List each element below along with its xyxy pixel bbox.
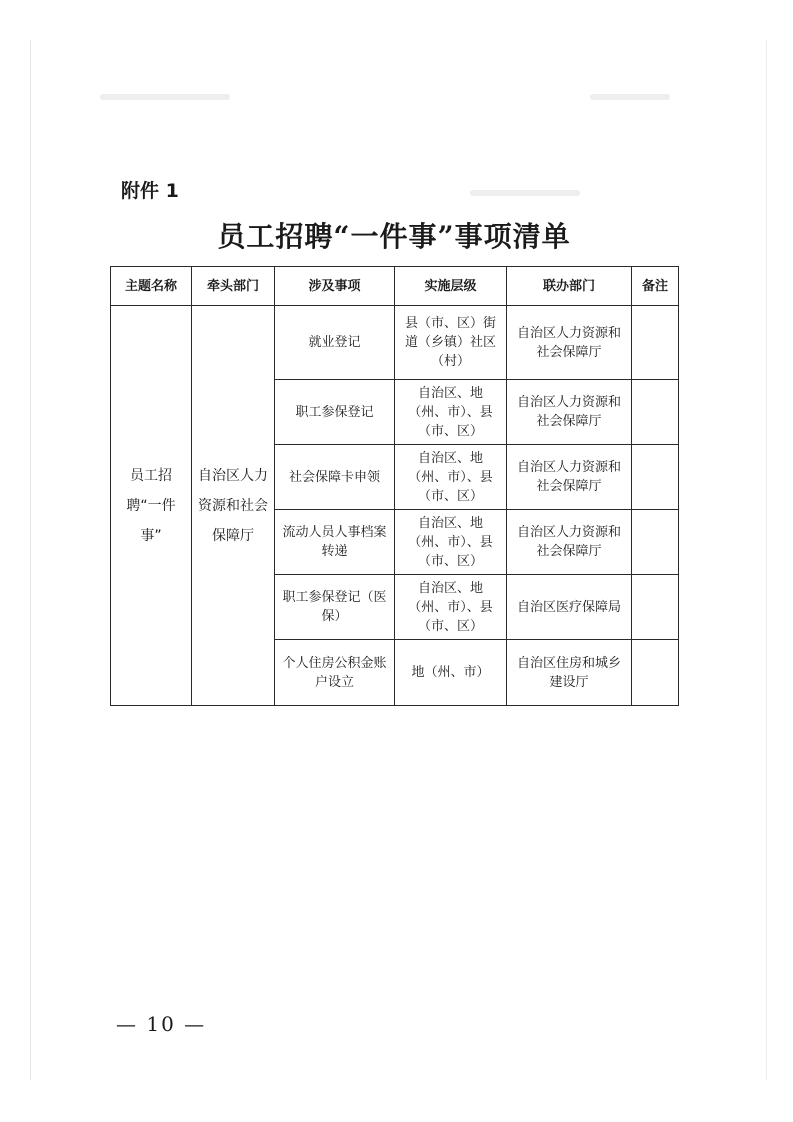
joint-department-cell: 自治区人力资源和社会保障厅 xyxy=(507,380,632,445)
item-cell: 职工参保登记 xyxy=(275,380,395,445)
header-lead-department: 牵头部门 xyxy=(192,267,275,306)
header-item: 涉及事项 xyxy=(275,267,395,306)
remark-cell xyxy=(632,445,679,510)
item-cell: 流动人员人事档案转递 xyxy=(275,510,395,575)
remark-cell xyxy=(632,575,679,640)
page-edge-left xyxy=(30,40,31,1080)
theme-cell: 员工招聘“一件事” xyxy=(111,306,192,706)
page-edge-right xyxy=(766,40,767,1080)
document-title: 员工招聘“一件事”事项清单 xyxy=(217,220,571,253)
header-remark: 备注 xyxy=(632,267,679,306)
remark-cell xyxy=(632,380,679,445)
level-cell: 自治区、地（州、市）、县（市、区） xyxy=(395,380,507,445)
header-level: 实施层级 xyxy=(395,267,507,306)
joint-department-cell: 自治区人力资源和社会保障厅 xyxy=(507,445,632,510)
item-cell: 就业登记 xyxy=(275,306,395,380)
attachment-label: 附件 1 xyxy=(121,180,179,202)
bleed-through-mark xyxy=(470,190,580,196)
joint-department-cell: 自治区人力资源和社会保障厅 xyxy=(507,510,632,575)
item-cell: 职工参保登记（医保） xyxy=(275,575,395,640)
bleed-through-mark xyxy=(100,94,230,100)
table-row xyxy=(111,306,679,380)
level-cell: 自治区、地（州、市）、县（市、区） xyxy=(395,445,507,510)
level-cell: 自治区、地（州、市）、县（市、区） xyxy=(395,575,507,640)
items-table xyxy=(110,266,679,706)
header-joint-department: 联办部门 xyxy=(507,267,632,306)
joint-department-cell: 自治区人力资源和社会保障厅 xyxy=(507,306,632,380)
level-cell: 自治区、地（州、市）、县（市、区） xyxy=(395,510,507,575)
item-cell: 社会保障卡申领 xyxy=(275,445,395,510)
lead-department-cell: 自治区人力资源和社会保障厅 xyxy=(192,306,275,706)
remark-cell xyxy=(632,306,679,380)
remark-cell xyxy=(632,510,679,575)
level-cell: 地（州、市） xyxy=(395,640,507,706)
page-number: — 10 — xyxy=(116,1012,207,1036)
header-theme: 主题名称 xyxy=(111,267,192,306)
joint-department-cell: 自治区住房和城乡建设厅 xyxy=(507,640,632,706)
remark-cell xyxy=(632,640,679,706)
bleed-through-mark xyxy=(590,94,670,100)
table-header-row xyxy=(111,267,679,306)
joint-department-cell: 自治区医疗保障局 xyxy=(507,575,632,640)
item-cell: 个人住房公积金账户设立 xyxy=(275,640,395,706)
level-cell: 县（市、区）街道（乡镇）社区（村） xyxy=(395,306,507,380)
